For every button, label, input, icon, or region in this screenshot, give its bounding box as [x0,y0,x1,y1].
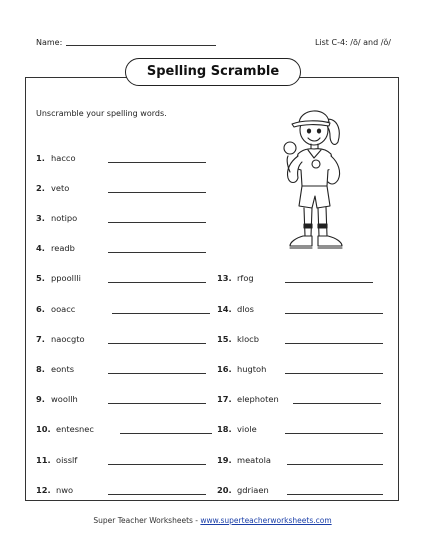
item-number: 17. [217,394,232,404]
item-number: 6. [36,304,45,314]
footer-text: Super Teacher Worksheets - [93,516,201,525]
item-number: 15. [217,334,232,344]
item-number: 5. [36,273,45,283]
scrambled-word: naocgto [51,334,85,344]
scrambled-word: ooacc [51,304,76,314]
item-number: 3. [36,213,45,223]
answer-line[interactable] [285,282,373,283]
answer-line[interactable] [285,313,383,314]
name-field[interactable] [36,38,216,47]
list-label: List C-4: /ō/ and /ŏ/ [314,38,391,47]
scrambled-word: elephoten [237,394,279,404]
item-number: 11. [36,455,51,465]
scrambled-word: gdriaen [237,485,269,495]
item-number: 9. [36,394,45,404]
answer-line[interactable] [108,162,206,163]
answer-line[interactable] [285,343,383,344]
answer-line[interactable] [287,464,383,465]
answer-line[interactable] [112,313,210,314]
answer-line[interactable] [287,494,383,495]
answer-line[interactable] [108,494,206,495]
answer-line[interactable] [108,373,206,374]
item-number: 12. [36,485,51,495]
scrambled-word: ppoollli [51,273,81,283]
scrambled-word: dlos [237,304,254,314]
scrambled-word: entesnec [56,424,94,434]
item-number: 7. [36,334,45,344]
answer-line[interactable] [293,403,381,404]
item-number: 18. [217,424,232,434]
instruction-text: Unscramble your spelling words. [36,109,167,118]
cartoon-girl-tennis-icon [272,98,364,256]
page-title: Spelling Scramble [125,58,301,86]
footer-link[interactable]: www.superteacherworksheets.com [200,516,332,525]
scrambled-word: klocb [237,334,260,344]
name-label: Name: [36,38,63,47]
item-number: 4. [36,243,45,253]
scrambled-word: veto [51,183,70,193]
answer-line[interactable] [285,433,383,434]
answer-line[interactable] [108,403,206,404]
item-number: 16. [217,364,232,374]
answer-line[interactable] [120,433,212,434]
scrambled-word: woollh [51,394,78,404]
item-number: 1. [36,153,45,163]
scrambled-word: notipo [51,213,78,223]
answer-line[interactable] [108,282,206,283]
scrambled-word: eonts [51,364,75,374]
item-number: 20. [217,485,232,495]
answer-line[interactable] [108,222,206,223]
name-rule[interactable] [66,45,216,46]
scrambled-word: hugtoh [237,364,267,374]
footer [0,516,425,525]
answer-line[interactable] [108,192,206,193]
scrambled-word: viole [237,424,257,434]
scrambled-word: meatola [237,455,271,465]
item-number: 13. [217,273,232,283]
answer-line[interactable] [108,464,206,465]
item-number: 8. [36,364,45,374]
answer-line[interactable] [108,252,206,253]
scrambled-word: hacco [51,153,76,163]
scrambled-word: oisslf [56,455,78,465]
answer-line[interactable] [285,373,383,374]
item-number: 14. [217,304,232,314]
scrambled-word: rfog [237,273,254,283]
scrambled-word: readb [51,243,75,253]
item-number: 10. [36,424,51,434]
item-number: 19. [217,455,232,465]
scrambled-word: nwo [56,485,74,495]
answer-line[interactable] [108,343,206,344]
item-number: 2. [36,183,45,193]
